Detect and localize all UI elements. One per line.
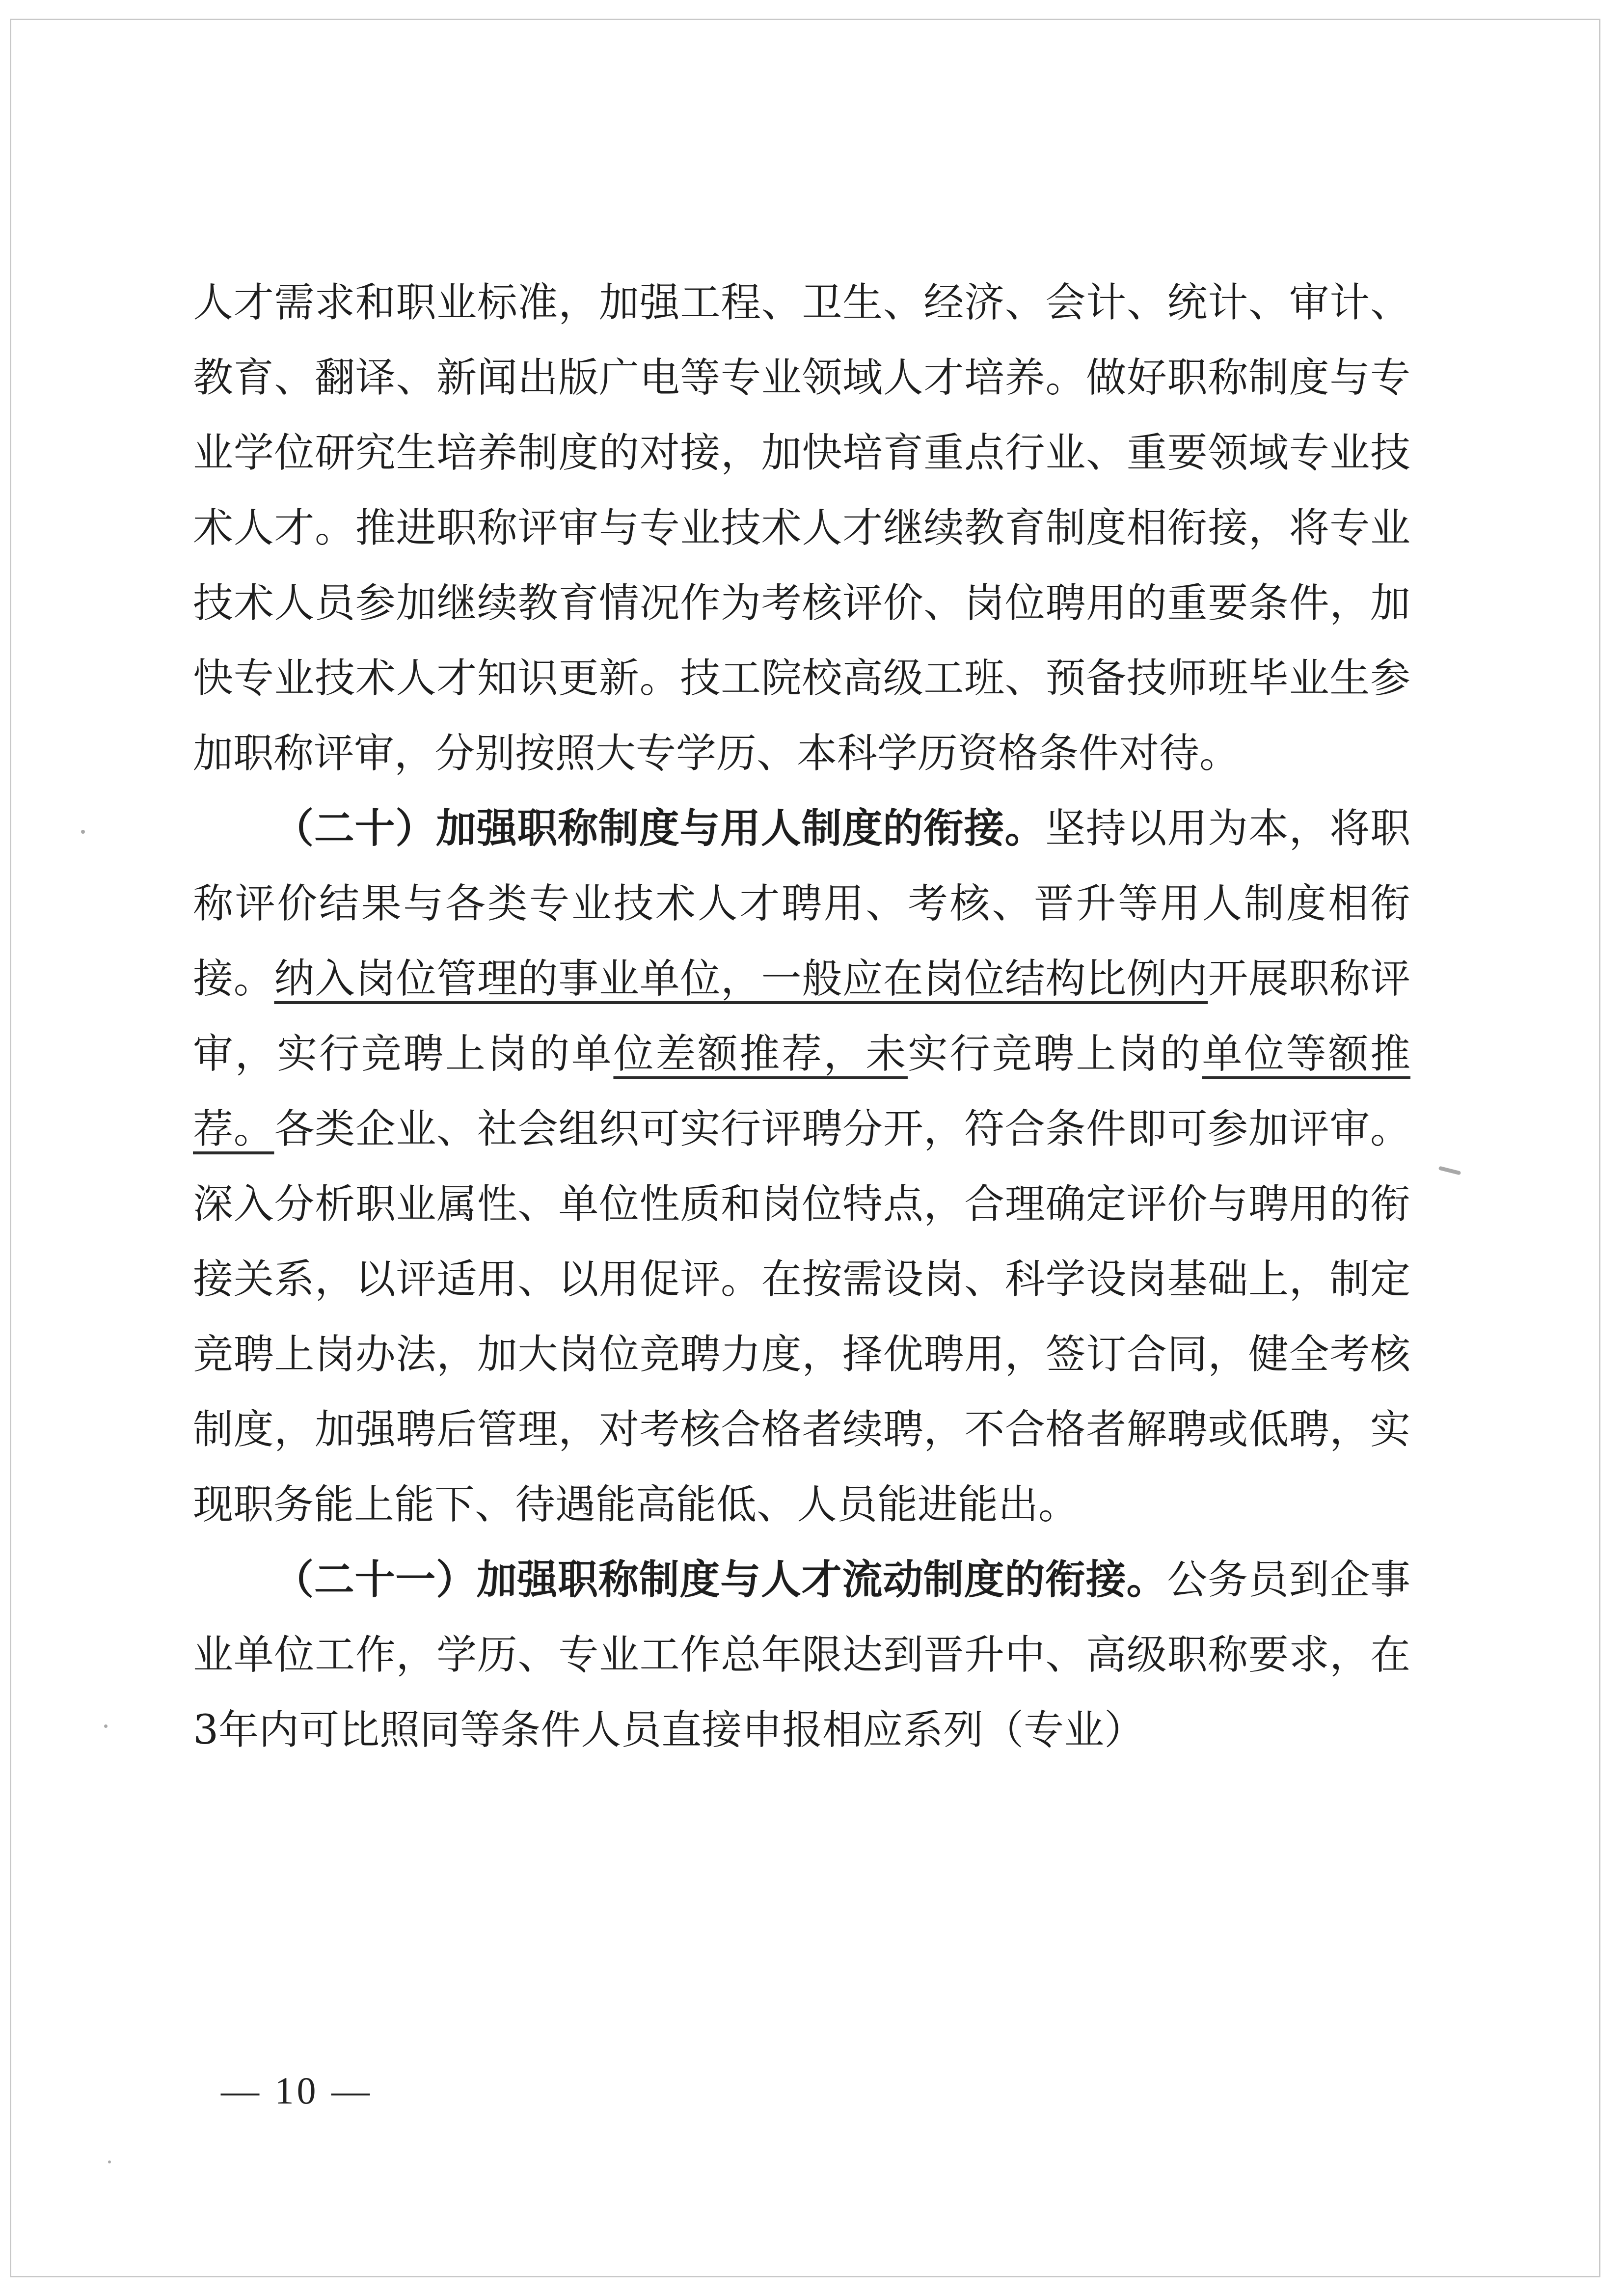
page-number: — 10 —	[221, 2069, 373, 2112]
paragraph-article-21	[193, 1542, 1410, 1768]
handwritten-underline-3: 单位等额推荐。	[193, 1031, 1410, 1152]
text-run: 人才需求和职业标准，加强工程、卫生、经济、会计、统计、审计、教育、翻译、新闻出版广电等专业领域人才培养。做好职称制度与专业学位研究生培养制度的对接，加快培育重点行业、重要领域专业技术人才。推进职称评审与专业技术人才继续教育制度相衔接，将专业技术人员参加继续教育情况作为考核评价、岗位聘用的重要条件，加快专业技术人才知识更新。技工院校高级工班、预备技师班毕业生参加职称评审，分别按照大专学历、本科学历资格条件对待。	[193, 279, 1410, 777]
text-run: 实行竞聘上岗的	[907, 1031, 1202, 1077]
scan-speck	[1438, 1166, 1461, 1175]
paragraph-continuation	[193, 265, 1410, 791]
handwritten-underline-1: 纳入岗位管理的事业单位，一般应在岗位结构比例内	[274, 956, 1208, 1002]
scan-speck	[108, 2160, 111, 2163]
text-run: 各类企业、社会组织可实行评聘分开，符合条件即可参加评审。深入分析职业属性、单位性质和岗位特点，合理确定评价与聘用的衔接关系，以评适用、以用促评。在按需设岗、科学设岗基础上，制定竞聘上岗办法，加大岗位竞聘力度，择优聘用，签订合同，健全考核制度，加强聘后管理，对考核合格者续聘，不合格者解聘或低聘，实现职务能上能下、待遇能高能低、人员能进能出。	[193, 1106, 1410, 1528]
text-run: 坚持以用为本，将职称评价结果与各类专业技术人才聘用、考核、晋升等用人制度相衔接。	[193, 805, 1410, 1002]
document-body	[193, 265, 1410, 1768]
handwritten-underline-2: 位差额推荐，未	[613, 1031, 908, 1077]
text-run: 公务员到企事业单位工作，学历、专业工作总年限达到晋升中、高级职称要求，在3年内可比照同等条件人员直接申报相应系列（专业）	[193, 1557, 1410, 1753]
paragraph-article-20	[193, 791, 1410, 1542]
section-heading-21: （二十一）加强职称制度与人才流动制度的衔接。	[273, 1556, 1167, 1603]
text-run: 开展职称评审，实行竞聘上岗的单	[193, 956, 1410, 1077]
scan-speck	[104, 1724, 108, 1728]
scan-speck	[81, 830, 85, 834]
section-heading-20: （二十）加强职称制度与用人制度的衔接。	[273, 805, 1046, 852]
